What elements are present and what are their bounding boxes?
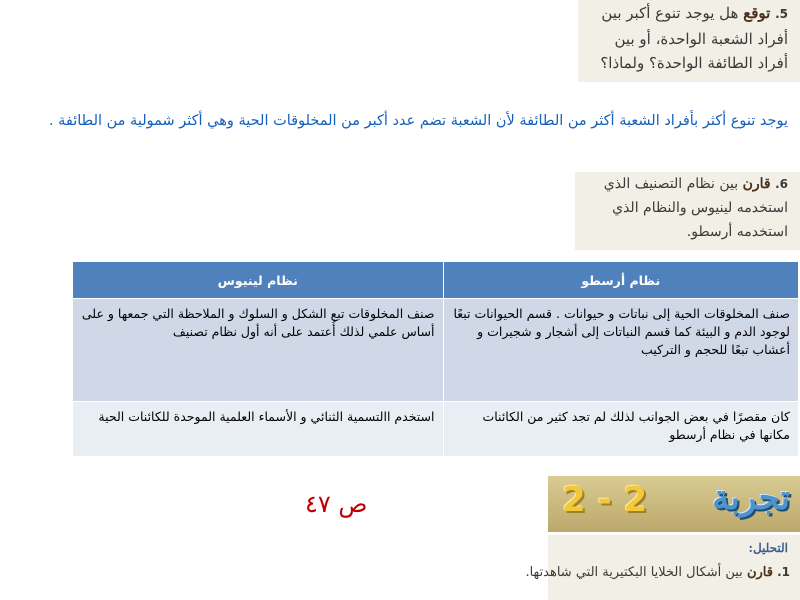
question-6-keyword: قارن [742,176,771,192]
question-6-line-2: استخدمه لينيوس والنظام الذي [612,200,788,216]
question-6-line-1 [604,176,788,192]
question-6-clip [575,172,800,250]
experiment-title: تجربة [712,478,790,518]
answer-text: يوجد تنوع أكثر بأفراد الشعبة أكثر من الطائفة لأن الشعبة تضم عدد أكبر من المخلوقات الحية وهي أكثر شمولية من الطائفة . [48,113,788,129]
header-linnaeus: نظام لينيوس [73,262,444,299]
experiment-banner [548,476,800,532]
analysis-heading: التحليل: [748,541,788,555]
question-5-line-1 [601,4,788,22]
analysis-question [525,565,790,580]
page-reference: ص ٤٧ [305,490,368,518]
experiment-number: 2 - 2 [562,480,648,520]
question-5-line-3: أفراد الطائفة الواحدة؟ ولماذا؟ [600,54,788,72]
table-cell-linnaeus: صنف المخلوقات تبع الشكل و السلوك و الملاحظة التي جمعها و على أساس علمي لذلك أُعتمد على أنه أول نظام تصنيف [73,299,444,402]
header-aristotle: نظام أرسطو [443,262,799,299]
table-row [73,299,799,402]
analysis-question-text: بين أشكال الخلايا البكتيرية التي شاهدتها. [525,565,743,580]
table-header-row [73,262,799,299]
analysis-clip [525,535,800,600]
question-5-number: 5. [775,7,788,21]
analysis-question-keyword: قارن [746,565,773,580]
question-6-text: بين نظام التصنيف الذي [603,176,739,192]
question-6-line-3: استخدمه أرسطو. [686,224,788,240]
question-5-keyword: توقع [743,4,771,22]
question-6-number: 6. [775,177,788,191]
question-5-clip [578,0,800,82]
analysis-question-number: 1. [777,565,790,579]
table-row [73,402,799,457]
question-5-line-2: أفراد الشعبة الواحدة، أو بين [614,30,788,48]
comparison-table [72,261,799,457]
table-cell-aristotle: كان مقصرًا في بعض الجوانب لذلك لم تجد كثير من الكائنات مكانها في نظام أرسطو [443,402,799,457]
question-5-text: هل يوجد تنوع أكبر بين [601,4,739,22]
table-cell-aristotle: صنف المخلوقات الحية إلى نباتات و حيوانات . قسم الحيوانات تبعًا لوجود الدم و البيئة كما قسم النباتات إلى أشجار و شجيرات و أعشاب تبعًا للحجم و التركيب [443,299,799,402]
table-cell-linnaeus: استخدم االتسمية الثنائي و الأسماء العلمية الموحدة للكائنات الحية [73,402,444,457]
